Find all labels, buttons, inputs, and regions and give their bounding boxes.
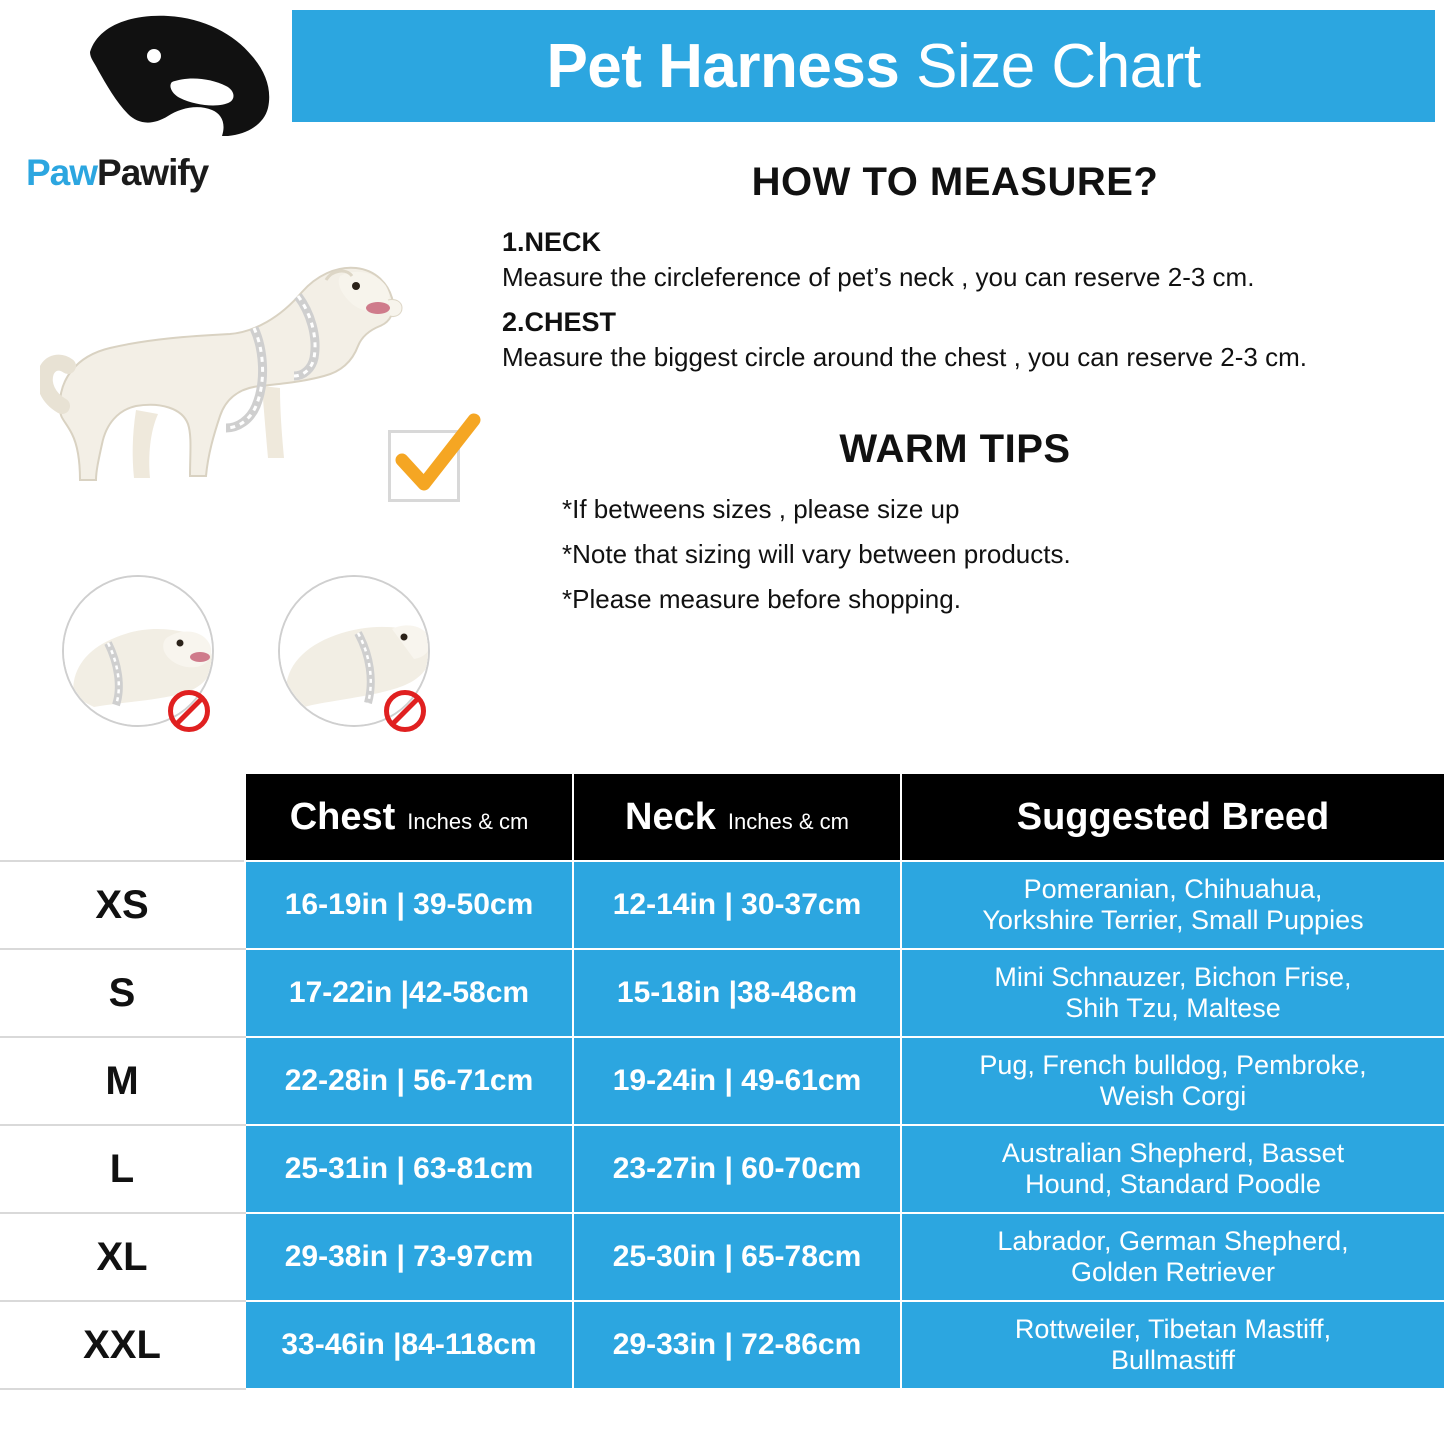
row-neck-xs: 12-14in | 30-37cm: [573, 861, 901, 949]
header-breed-label: Suggested Breed: [1016, 795, 1330, 838]
table-row: [0, 861, 1445, 949]
table-row: [0, 1213, 1445, 1301]
brand-logo: [14, 12, 286, 202]
measure-step-1-head: 1.NECK: [502, 227, 602, 257]
row-size-xxl: XXL: [0, 1301, 245, 1389]
row-breed-m: Pug, French bulldog, Pembroke, Weish Corgi: [901, 1037, 1445, 1125]
measure-step-1-body: Measure the circleference of pet’s neck , you can reserve 2-3 cm.: [502, 262, 1255, 292]
warm-tip-2: *Note that sizing will vary between products.: [562, 539, 1071, 569]
warm-tip-1: *If betweens sizes , please size up: [562, 494, 960, 524]
row-breed-xxl: Rottweiler, Tibetan Mastiff, Bullmastiff: [901, 1301, 1445, 1389]
row-chest-xs: 16-19in | 39-50cm: [245, 861, 573, 949]
row-neck-xxl: 29-33in | 72-86cm: [573, 1301, 901, 1389]
header-chest: [245, 773, 573, 861]
header-neck-label: Neck: [625, 795, 716, 838]
row-size-xs: XS: [0, 861, 245, 949]
dog-head-icon: [76, 12, 286, 152]
prohibited-icon-1: [168, 690, 210, 732]
warm-tips-list: [562, 494, 1430, 615]
table-row: [0, 949, 1445, 1037]
size-chart-table: [0, 772, 1445, 1390]
how-to-measure-list: [480, 227, 1430, 373]
warm-tip-3: *Please measure before shopping.: [562, 584, 961, 614]
page-title-light: Size Chart: [916, 31, 1201, 101]
warm-tips-title: WARM TIPS: [839, 427, 1071, 471]
page-header-banner: [292, 10, 1435, 122]
page-title-bold: Pet Harness: [546, 31, 900, 101]
measure-step-2-body: Measure the biggest circle around the chest , you can reserve 2-3 cm.: [502, 342, 1307, 372]
how-to-measure-title: HOW TO MEASURE?: [751, 160, 1159, 204]
row-breed-s: Mini Schnauzer, Bichon Frise, Shih Tzu, Maltese: [901, 949, 1445, 1037]
row-size-s: S: [0, 949, 245, 1037]
page-title: [546, 31, 1200, 102]
check-mark-icon: [392, 412, 482, 502]
header-neck-units: Inches & cm: [727, 808, 849, 834]
row-neck-s: 15-18in |38-48cm: [573, 949, 901, 1037]
row-chest-xxl: 33-46in |84-118cm: [245, 1301, 573, 1389]
row-neck-m: 19-24in | 49-61cm: [573, 1037, 901, 1125]
header-size-blank: [0, 773, 245, 861]
row-chest-l: 25-31in | 63-81cm: [245, 1125, 573, 1213]
row-chest-m: 22-28in | 56-71cm: [245, 1037, 573, 1125]
row-chest-s: 17-22in |42-58cm: [245, 949, 573, 1037]
dog-measurement-illustration: [40, 240, 430, 540]
instructions-panel: [480, 160, 1430, 629]
row-chest-xl: 29-38in | 73-97cm: [245, 1213, 573, 1301]
table-row: [0, 1037, 1445, 1125]
row-neck-l: 23-27in | 60-70cm: [573, 1125, 901, 1213]
row-breed-xl: Labrador, German Shepherd, Golden Retriever: [901, 1213, 1445, 1301]
brand-name: [26, 152, 208, 194]
row-breed-xs: Pomeranian, Chihuahua, Yorkshire Terrier, Small Puppies: [901, 861, 1445, 949]
header-chest-label: Chest: [289, 795, 396, 838]
header-chest-units: Inches & cm: [407, 808, 529, 834]
table-row: [0, 1125, 1445, 1213]
row-size-xl: XL: [0, 1213, 245, 1301]
prohibited-icon-2: [384, 690, 426, 732]
brand-name-part2: Pawify: [97, 152, 209, 193]
row-size-m: M: [0, 1037, 245, 1125]
row-size-l: L: [0, 1125, 245, 1213]
header-neck: [573, 773, 901, 861]
row-breed-l: Australian Shepherd, Basset Hound, Standard Poodle: [901, 1125, 1445, 1213]
row-neck-xl: 25-30in | 65-78cm: [573, 1213, 901, 1301]
table-header-row: [0, 773, 1445, 861]
table-row: [0, 1301, 1445, 1389]
measure-step-2-head: 2.CHEST: [502, 307, 617, 337]
brand-name-part1: Paw: [26, 152, 98, 193]
header-breed: [901, 773, 1445, 861]
